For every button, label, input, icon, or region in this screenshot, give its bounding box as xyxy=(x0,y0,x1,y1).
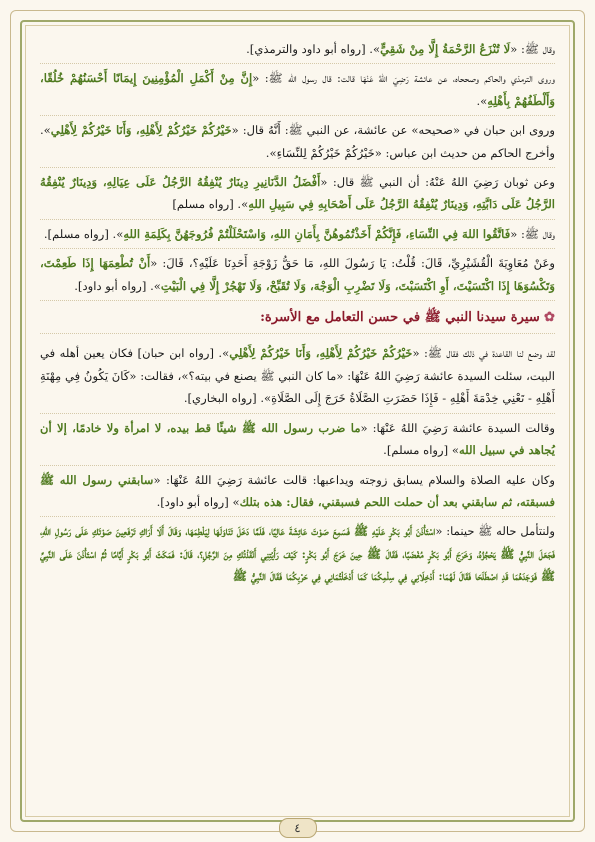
flower-icon: ✿ xyxy=(543,310,555,326)
hadith-quote: إِنَّ مِنْ أَكْمَلِ الْمُؤْمِنِينَ إِيمَانًا أَحْسَنُهُمْ خُلُقًا، وَأَلْطَفُهُمْ بِأَهْلِهِ xyxy=(40,71,555,108)
hadith-quote: ما ضرب رسول الله ﷺ شيئًا قط بيده، لا امرأة ولا خادمًا، إلا أن يُجاهد في سبيل الله xyxy=(40,420,555,458)
hadith-quote: اسْتَأْذَنَ أَبُو بَكْرٍ عَلَيْهِ ﷺ فَسَمِعَ صَوْتَ عَائِشَةَ عَالِيًا، فَلَمَّا دَخَلَ تَنَاوَلَهَا لِيَلْطِمَهَا، وَقَالَ أَلَا أَرَاكِ تَرْفَعِينَ صَوْتَكِ عَلَى رَسُولِ اللهِ، فَجَعَلَ النَّبِيُّ ﷺ يَحْجُزُهُ، وَخَرَجَ أَبُو بَكْرٍ مُغْضَبًا، فَقَالَ ﷺ حِينَ خَرَجَ أَبُو بَكْرٍ: كَيْفَ رَأَيْتِنِي أَنْقَذْتُكِ مِنَ الرَّجُلِ؟، قَالَ: فَمَكَثَ أَبُو بَكْرٍ أَيَّامًا ثُمَّ اسْتَأْذَنَ عَلَى النَّبِيِّ ﷺ فَوَجَدَهُمَا قَدِ اصْطَلَحَا فَقَالَ لَهُمَا: أَدْخِلَانِي فِي سِلْمِكُمَا كَمَا أَدْخَلْتُمَانِي فِي حَرْبِكُمَا فَقَالَ النَّبِيُّ ﷺ xyxy=(40,524,555,584)
hadith-quote: فَاتَّقُوا اللهَ فِي النِّسَاءِ، فَإِنَّكُمْ أَخَذْتُمُوهُنَّ بِأَمَانِ اللهِ، وَاسْتَحْلَلْتُمْ فُرُوجَهُنَّ بِكَلِمَةِ اللهِ xyxy=(123,226,511,241)
paragraph-4: وعن ثوبان رَضِيَ اللهُ عَنْهُ: أن النبي ﷺ قال: «أَفْضَلُ الدَّنَانِيرِ دِينَارٌ يُنْفِقُهُ الرَّجُلُ عَلَى عِيَالِهِ، وَدِينَارٌ يُنْفِقُهُ الرَّجُلُ عَلَى دَابَّتِهِ، وَدِينَارٌ يُنْفِقُهُ الرَّجُلُ عَلَى أَصْحَابِهِ فِي سَبِيلِ اللهِ». [رواه مسلم] xyxy=(40,171,555,220)
hadith-quote: أَنْ تُطْعِمَهَا إِذَا طَعِمْتَ، وَتَكْسُوَهَا إِذَا اكْتَسَيْتَ، أَوِ اكْتَسَبْتَ، وَلَا تَضْرِبِ الْوَجْهَ، وَلَا تُقَبِّحْ، وَلَا تَهْجُرْ إِلَّا فِي الْبَيْتِ xyxy=(40,256,555,293)
paragraph-2: وروى الترمذي والحاكم وصححاه، عن عائشة رَضِيَ اللهُ عَنْهَا قالت: قال رسول الله ﷺ: «إِنَّ مِنْ أَكْمَلِ الْمُؤْمِنِينَ إِيمَانًا أَحْسَنُهُمْ خُلُقًا، وَأَلْطَفُهُمْ بِأَهْلِهِ». xyxy=(40,67,555,116)
paragraph-7: لقد وضع لنا القاعدة في ذلك فقال ﷺ: «خَيْرُكُمْ خَيْرُكُمْ لِأَهْلِهِ، وَأَنَا خَيْرُكُمْ لِأَهْلِي». [رواه ابن حبان] فكان يعين أهله في البيت، سئلت السيدة عائشة رَضِيَ اللهُ عَنْهَا: «ما كان النبي ﷺ يصنع في بيته؟»، فقالت: «كَانَ يَكُونُ فِي مِهْنَةِ أَهْلِهِ - تَعْنِي خِدْمَةَ أَهْلِهِ - فَإِذَا حَضَرَتِ الصَّلَاةُ خَرَجَ إِلَى الصَّلَاةِ». [رواه البخاري]. xyxy=(40,342,555,413)
paragraph-6: وعَنْ مُعَاوِيَةَ الْقُشَيْرِيِّ، قَالَ: قُلْتُ: يَا رَسُولَ اللهِ، مَا حَقُّ زَوْجَةِ أَحَدِنَا عَلَيْهِ؟، قَالَ: «أَنْ تُطْعِمَهَا إِذَا طَعِمْتَ، وَتَكْسُوَهَا إِذَا اكْتَسَيْتَ، أَوِ اكْتَسَبْتَ، وَلَا تَضْرِبِ الْوَجْهَ، وَلَا تُقَبِّحْ، وَلَا تَهْجُرْ إِلَّا فِي الْبَيْتِ». [رواه أبو داود]. xyxy=(40,252,555,301)
page-content xyxy=(40,38,555,804)
paragraph-8: وقالت السيدة عائشة رَضِيَ اللهُ عَنْهَا: «ما ضرب رسول الله ﷺ شيئًا قط بيده، لا امرأة ولا خادمًا، إلا أن يُجاهد في سبيل الله» [رواه مسلم]. xyxy=(40,417,555,466)
paragraph-10: ولنتأمل حاله ﷺ حينما: «اسْتَأْذَنَ أَبُو بَكْرٍ عَلَيْهِ ﷺ فَسَمِعَ صَوْتَ عَائِشَةَ عَالِيًا، فَلَمَّا دَخَلَ تَنَاوَلَهَا لِيَلْطِمَهَا، وَقَالَ أَلَا أَرَاكِ تَرْفَعِينَ صَوْتَكِ عَلَى رَسُولِ اللهِ، فَجَعَلَ النَّبِيُّ ﷺ يَحْجُزُهُ، وَخَرَجَ أَبُو بَكْرٍ مُغْضَبًا، فَقَالَ ﷺ حِينَ خَرَجَ أَبُو بَكْرٍ: كَيْفَ رَأَيْتِنِي أَنْقَذْتُكِ مِنَ الرَّجُلِ؟، قَالَ: فَمَكَثَ أَبُو بَكْرٍ أَيَّامًا ثُمَّ اسْتَأْذَنَ عَلَى النَّبِيِّ ﷺ فَوَجَدَهُمَا قَدِ اصْطَلَحَا فَقَالَ لَهُمَا: أَدْخِلَانِي فِي سِلْمِكُمَا كَمَا أَدْخَلْتُمَانِي فِي حَرْبِكُمَا فَقَالَ النَّبِيُّ ﷺ xyxy=(40,524,555,584)
paragraph-1: وقال ﷺ: «لَا تُنْزَعُ الرَّحْمَةُ إِلَّا مِنْ شَقِيٍّ». [رواه أبو داود والترمذي]. xyxy=(40,38,555,64)
paragraph-9: وكان عليه الصلاة والسلام يسابق زوجته ويداعبها: قالت عائشة رَضِيَ اللهُ عَنْهَا: «سابقني رسول الله ﷺ فسبقته، ثم سابقني بعد أن حملت اللحم فسبقني، فقال: هذه بتلك» [رواه أبو داود]. xyxy=(40,469,555,518)
hadith-quote: خَيْرُكُمْ خَيْرُكُمْ لِأَهْلِهِ، وَأَنَا خَيْرُكُمْ لِأَهْلِي xyxy=(229,346,413,361)
section-heading: ✿سيرة سيدنا النبي ﷺ في حسن التعامل مع الأسرة: xyxy=(40,307,555,334)
hadith-quote: أَفْضَلُ الدَّنَانِيرِ دِينَارٌ يُنْفِقُهُ الرَّجُلُ عَلَى عِيَالِهِ، وَدِينَارٌ يُنْفِقُهُ الرَّجُلُ عَلَى دَابَّتِهِ، وَدِينَارٌ يُنْفِقُهُ الرَّجُلُ عَلَى أَصْحَابِهِ فِي سَبِيلِ اللهِ xyxy=(40,175,555,212)
paragraph-3: وروى ابن حبان في «صحيحه» عن عائشة، عن النبي ﷺ: أَنَّهُ قال: «خَيْرُكُمْ خَيْرُكُمْ لِأَهْلِهِ، وَأَنَا خَيْرُكُمْ لِأَهْلِي». وأخرج الحاكم من حديث ابن عباس: «خَيْرُكُمْ خَيْرُكُمْ لِلنِّسَاءِ». xyxy=(40,119,555,168)
hadith-quote: لَا تُنْزَعُ الرَّحْمَةُ إِلَّا مِنْ شَقِيٍّ xyxy=(380,42,511,56)
page-number: ٤ xyxy=(279,818,317,838)
hadith-quote: سابقني رسول الله ﷺ فسبقته، ثم سابقني بعد أن حملت اللحم فسبقني، فقال: هذه بتلك xyxy=(40,472,555,509)
hadith-quote: خَيْرُكُمْ خَيْرُكُمْ لِأَهْلِهِ، وَأَنَا خَيْرُكُمْ لِأَهْلِي xyxy=(50,123,232,138)
paragraph-5: وقال ﷺ: «فَاتَّقُوا اللهَ فِي النِّسَاءِ، فَإِنَّكُمْ أَخَذْتُمُوهُنَّ بِأَمَانِ اللهِ، وَاسْتَحْلَلْتُمْ فُرُوجَهُنَّ بِكَلِمَةِ اللهِ». [رواه مسلم]. xyxy=(40,223,555,249)
